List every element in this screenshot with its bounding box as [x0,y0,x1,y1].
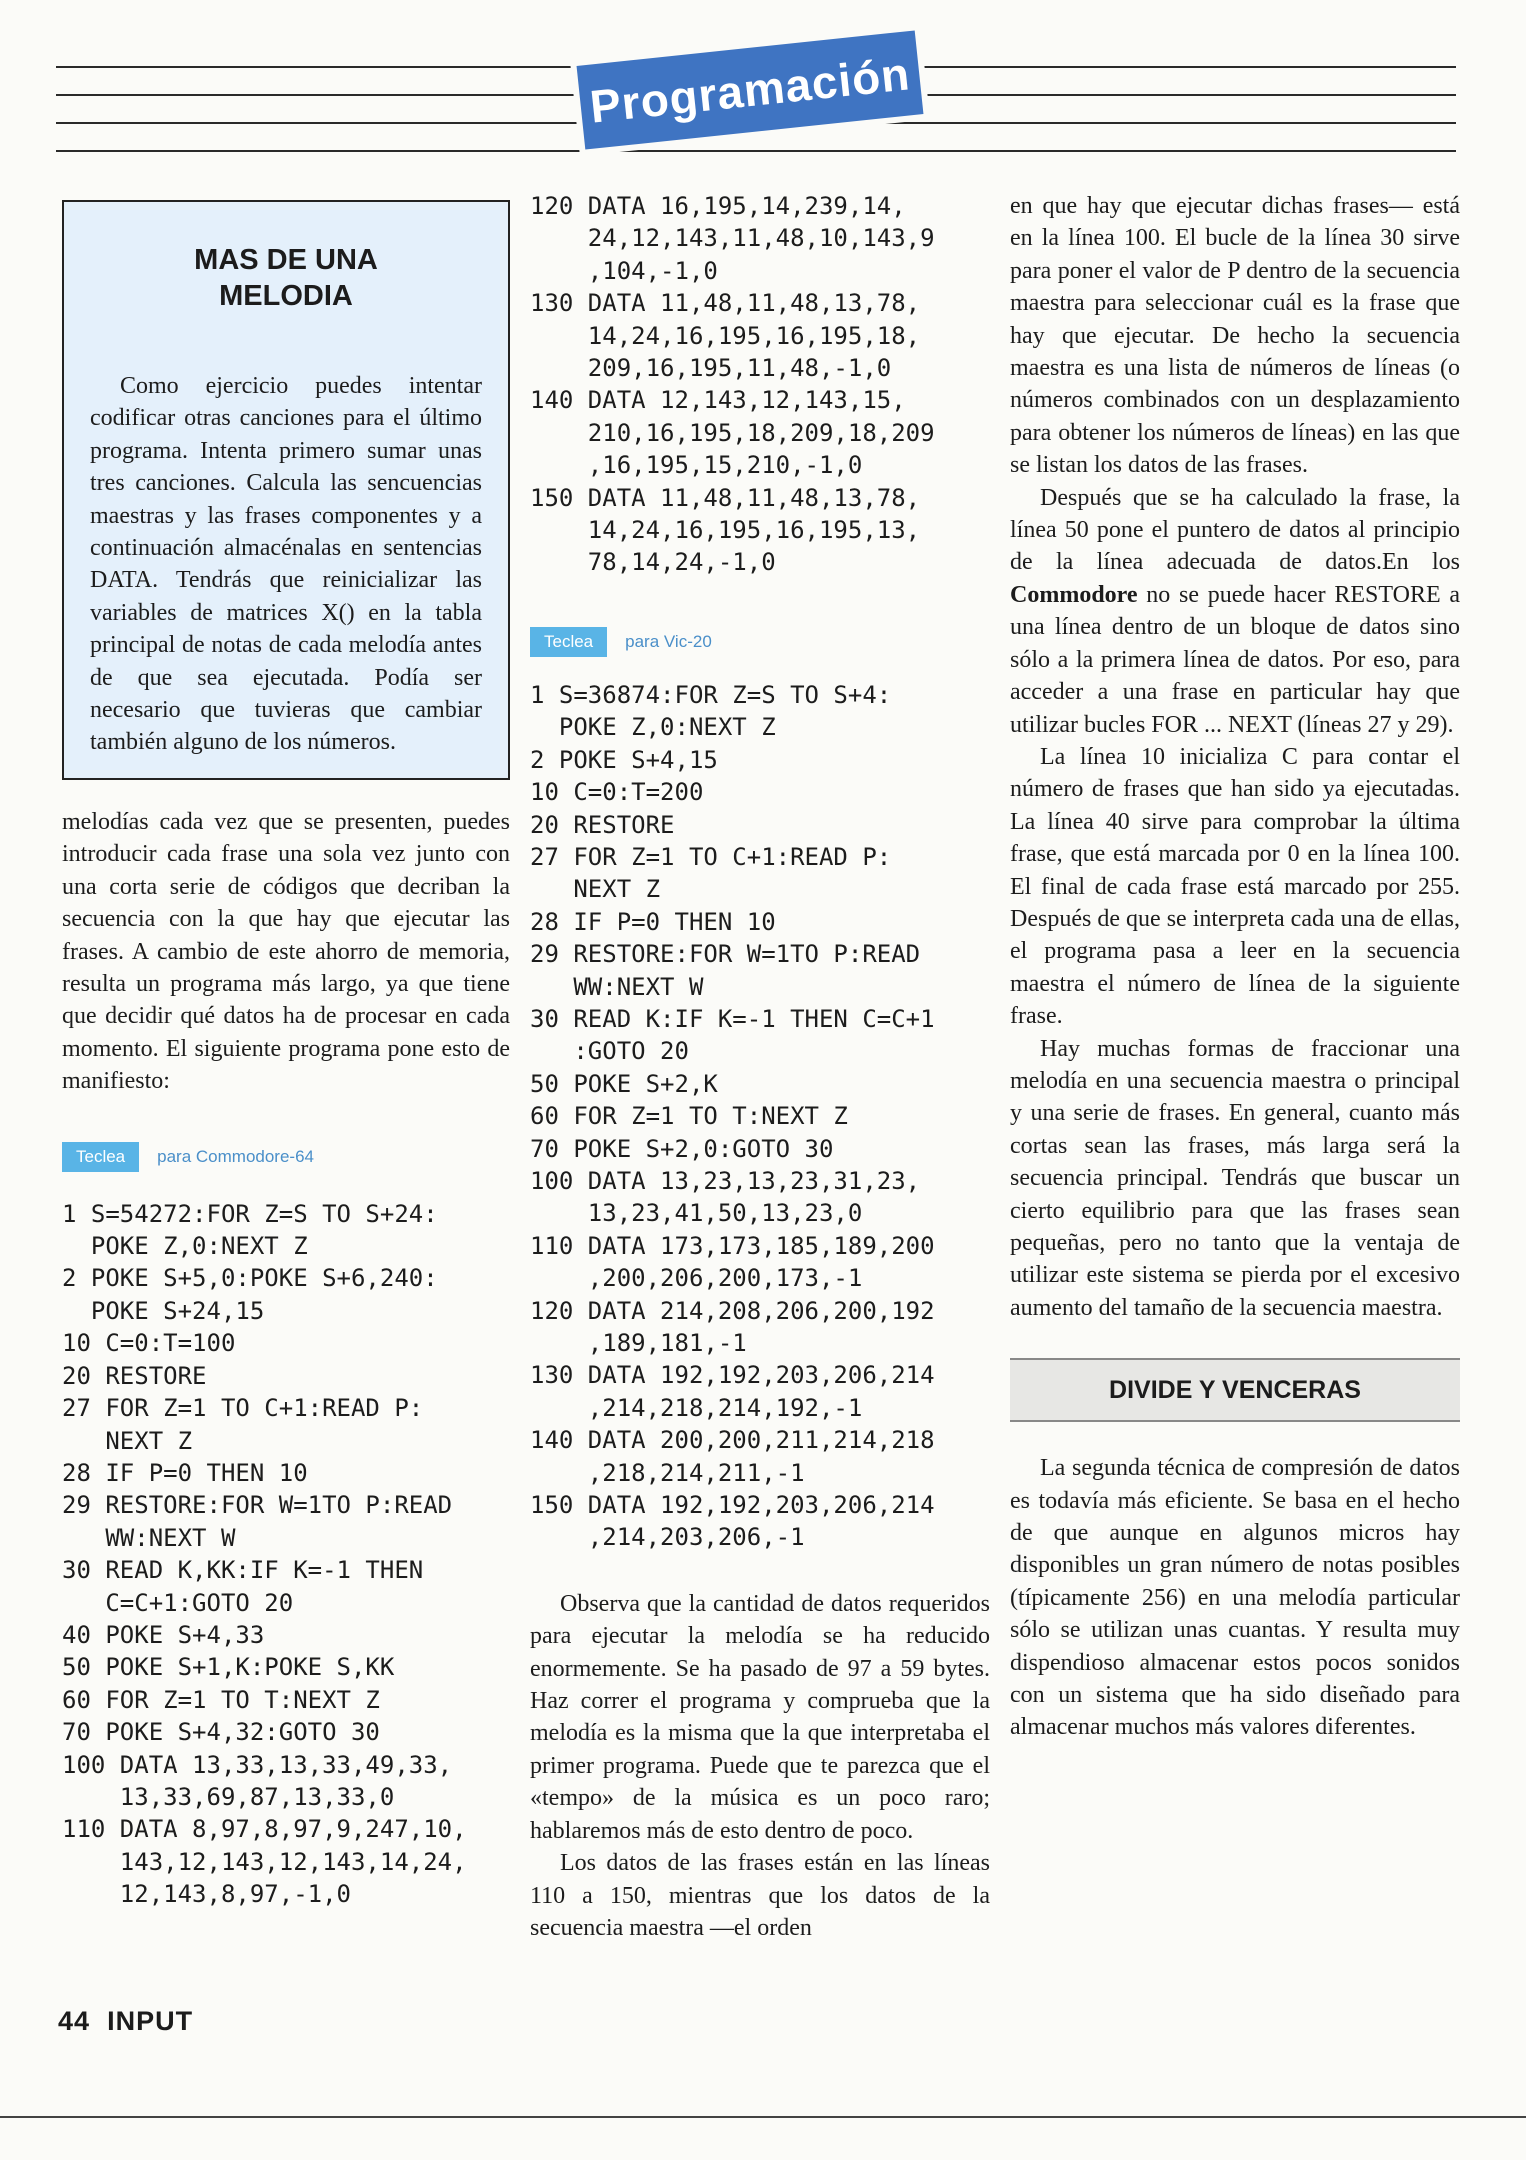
code-line: NEXT Z [62,1426,193,1455]
sidebar-box-body: Como ejercicio puedes intentar codificar otras canciones para el último programa. Intenta primero sumar unas tres canciones. Calcula las sencuencias maestras y las frases componentes y a continuación almacénalas en sentencias DATA. Tendrás que reinicializar las variables de matrices X() en la tabla principal de notas de cada melodía antes de que sea ejecutada. Podía ser necesario que tuvieras que cambiar también alguno de los números. [90,373,482,756]
code-line: 29 RESTORE:FOR W=1TO P:READ [62,1491,453,1520]
code-line: 40 POKE S+4,33 [62,1620,265,1649]
code-line: 140 DATA 12,143,12,143,15, [530,386,906,415]
code-line: 30 READ K:IF K=-1 THEN C=C+1 [530,1004,935,1033]
code-line: 143,12,143,12,143,14,24, [62,1847,467,1876]
code-line: 28 IF P=0 THEN 10 [62,1458,308,1487]
code-line: WW:NEXT W [62,1523,236,1552]
code-line: NEXT Z [530,875,661,904]
code-line: 110 DATA 8,97,8,97,9,247,10, [62,1815,467,1844]
code-line: 12,143,8,97,-1,0 [62,1880,351,1909]
section-title: Programación [577,30,924,149]
code-line: 1 S=36874:FOR Z=S TO S+4: [530,680,892,709]
col2-para-1: Observa que la cantidad de datos requeridos para ejecutar la melodía se ha reducido enormemente. Se ha pasado de 97 a 59 bytes. Haz correr el programa y comprueba que la melodía es la misma que la que interpretaba el primer programa. Puede que te parezca que el «tempo» de la música es un poco raro; hablaremos más de esto dentro de poco. [530,1590,990,1844]
code-line: 209,16,195,11,48,-1,0 [530,354,892,383]
code-line: 78,14,24,-1,0 [530,548,776,577]
key-label-vic [530,627,990,657]
code-line: 2 POKE S+5,0:POKE S+6,240: [62,1264,438,1293]
code-line: 28 IF P=0 THEN 10 [530,907,776,936]
magazine-name: INPUT [107,2006,194,2036]
column-2 [530,190,990,1944]
code-line: WW:NEXT W [530,972,704,1001]
code-line: 100 DATA 13,23,13,23,31,23, [530,1166,921,1195]
code-line: ,214,203,206,-1 [530,1523,805,1552]
code-line: 130 DATA 11,48,11,48,13,78, [530,289,921,318]
code-line: 130 DATA 192,192,203,206,214 [530,1361,935,1390]
code-line: 27 FOR Z=1 TO C+1:READ P: [62,1394,424,1423]
code-line: 1 S=54272:FOR Z=S TO S+24: [62,1199,438,1228]
code-line: ,16,195,15,210,-1,0 [530,451,863,480]
code-line: ,218,214,211,-1 [530,1458,805,1487]
code-line: 50 POKE S+1,K:POKE S,KK [62,1653,395,1682]
col3-para-4: Hay muchas formas de fraccionar una melodía en una secuencia maestra o principal y una serie de frases. En general, cuanto más cortas sean las frases, más larga será la secuencia principal. Tendrás que buscar un cierto equilibrio para que las frases sean pequeñas, pero no tanto que la ventaja de utilizar este sistema se pierda por el excesivo aumento del tamaño de la secuencia maestra. [1010,1035,1460,1321]
code-line: 29 RESTORE:FOR W=1TO P:READ [530,940,921,969]
code-line: 20 RESTORE [62,1361,207,1390]
code-line: 150 DATA 11,48,11,48,13,78, [530,483,921,512]
code-line: 13,33,69,87,13,33,0 [62,1782,395,1811]
code-line: 120 DATA 16,195,14,239,14, [530,192,906,220]
code-line: POKE Z,0:NEXT Z [62,1232,308,1261]
code-line: 60 FOR Z=1 TO T:NEXT Z [530,1102,848,1131]
code-line: 100 DATA 13,33,13,33,49,33, [62,1750,453,1779]
bottom-rule [0,2116,1526,2118]
code-line: 10 C=0:T=100 [62,1329,236,1358]
col3-para-1: en que hay que ejecutar dichas frases— está en la línea 100. El bucle de la línea 30 sirve para poner el valor de P dentro de la secuencia maestra para seleccionar cuál es la frase que hay que ejecutar. De hecho la secuencia maestra es una lista de números de líneas (o números combinados con un desplazamiento para obtener los números de líneas) en las que se listan los datos de las frases. [1010,193,1460,479]
key-label-c64 [62,1142,510,1172]
sidebar-box-title: MAS DE UNA MELODIA [194,244,378,312]
code-line: 27 FOR Z=1 TO C+1:READ P: [530,842,892,871]
code-line: 14,24,16,195,16,195,18, [530,321,921,350]
key-target-vic: para Vic-20 [625,631,712,651]
code-line: POKE S+24,15 [62,1296,265,1325]
code-line: 70 POKE S+4,32:GOTO 30 [62,1718,380,1747]
code-line: 120 DATA 214,208,206,200,192 [530,1296,935,1325]
code-line: 50 POKE S+2,K [530,1069,718,1098]
col2-para-2: Los datos de las frases están en las líneas 110 a 150, mientras que los datos de la secuencia maestra —el orden [530,1850,990,1941]
sidebar-box [62,200,510,780]
teclea-badge: Teclea [62,1142,139,1172]
code-line: 210,16,195,18,209,18,209 [530,418,935,447]
code-line: 140 DATA 200,200,211,214,218 [530,1426,935,1455]
key-target-c64: para Commodore-64 [157,1146,314,1166]
code-line: 150 DATA 192,192,203,206,214 [530,1491,935,1520]
code-line: 60 FOR Z=1 TO T:NEXT Z [62,1685,380,1714]
col1-intro: melodías cada vez que se presenten, puedes introducir cada frase una sola vez junto con una corta serie de códigos que decriban la secuencia con la que hay que ejecutar las frases. A cambio de este ahorro de memoria, resulta un programa más largo, ya que tiene que decidir qué datos ha de procesar en cada momento. El siguiente programa pone esto de manifiesto: [62,809,510,1095]
code-listing-vic20 [530,679,990,1554]
code-line: 110 DATA 173,173,185,189,200 [530,1231,935,1260]
code-listing-continued [530,190,990,579]
code-line: 2 POKE S+4,15 [530,745,718,774]
code-line: 10 C=0:T=200 [530,778,704,807]
code-line: C=C+1:GOTO 20 [62,1588,294,1617]
column-3 [1010,190,1460,1744]
subhead-divide-y-venceras: DIVIDE Y VENCERAS [1010,1358,1460,1422]
code-line: ,214,218,214,192,-1 [530,1393,863,1422]
code-listing-c64 [62,1198,510,1911]
code-line: ,200,206,200,173,-1 [530,1264,863,1293]
page-footer [58,2006,193,2037]
code-line: :GOTO 20 [530,1037,689,1066]
col3-para-2: Después que se ha calculado la frase, la línea 50 pone el puntero de datos al principio de la línea adecuada de datos.En los Commodore no se puede hacer RESTORE a una línea dentro de un bloque de datos sino sólo a la primera línea de datos. Por eso, para acceder a una frase en particular hay que utilizar bucles FOR ... NEXT (líneas 27 y 29). [1010,484,1460,738]
col3-para-5: La segunda técnica de compresión de datos es todavía más eficiente. Se basa en el hecho de que aunque en algunos micros hay disponibles un gran número de notas posibles (típicamente 256) en una melodía particular sólo se utilizan unas cuantas. Y resulta muy dispendioso almacenar estos pocos sonidos con un sistema que ha sido diseñado para almacenar muchos más valores diferentes. [1010,1455,1460,1741]
code-line: 70 POKE S+2,0:GOTO 30 [530,1134,834,1163]
col3-para-3: La línea 10 inicializa C para contar el número de frases que han sido ya ejecutadas. La línea 40 sirve para comprobar la última frase, que está marcada por 0 en la línea 100. El final de cada frase está marcado por 255. Después de que se interpreta cada una de ellas, el programa pasa a leer en la secuencia maestra el número de línea de la siguiente frase. [1010,743,1460,1030]
teclea-badge: Teclea [530,627,607,657]
code-line: 24,12,143,11,48,10,143,9 [530,224,935,253]
code-line: 30 READ K,KK:IF K=-1 THEN [62,1556,424,1585]
code-line: 14,24,16,195,16,195,13, [530,516,921,545]
code-line: 13,23,41,50,13,23,0 [530,1199,863,1228]
code-line: ,104,-1,0 [530,256,718,285]
page-number: 44 [58,2006,91,2036]
code-line: 20 RESTORE [530,810,675,839]
code-line: ,189,181,-1 [530,1329,747,1357]
column-1 [62,200,510,1911]
code-line: POKE Z,0:NEXT Z [530,713,776,742]
